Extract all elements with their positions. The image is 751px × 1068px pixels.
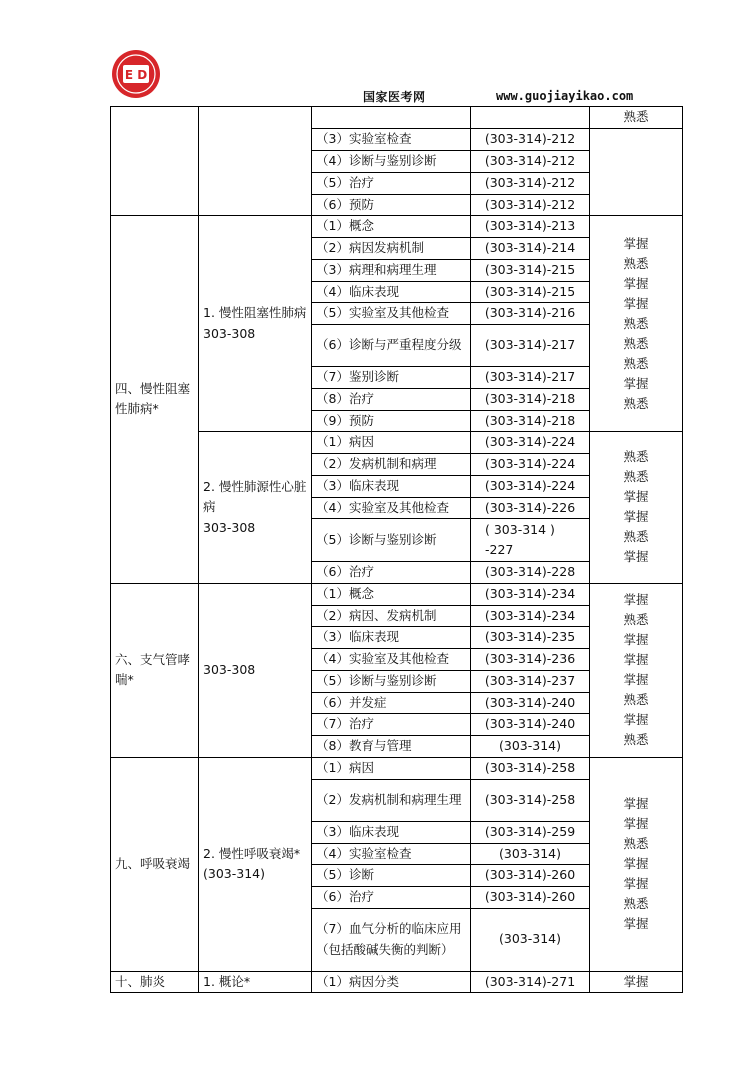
unit-cell: 六、支气管哮喘*: [111, 583, 199, 757]
req-label: 掌握: [623, 275, 649, 291]
req-label: 熟悉: [623, 896, 649, 911]
source-cell: (303-314)-260: [471, 887, 590, 909]
source-cell: (303-314)-212: [471, 128, 590, 150]
site-title: 国家医考网: [363, 90, 426, 104]
item-cell: （4）实验室及其他检查: [312, 497, 471, 519]
item-cell: （5）诊断与鉴别诊断: [312, 670, 471, 692]
source-cell: (303-314)-234: [471, 605, 590, 627]
table-row: [111, 216, 683, 238]
unit-cell: 四、慢性阻塞性肺病*: [111, 216, 199, 584]
unit-cell: 九、呼吸衰竭: [111, 757, 199, 971]
req-label: 掌握: [623, 916, 649, 931]
item-cell: （2）发病机制和病理生理: [312, 779, 471, 821]
site-url[interactable]: www.guojiayikao.com: [496, 89, 634, 103]
source-cell: (303-314)-226: [471, 497, 590, 519]
source-cell: (303-314)-224: [471, 454, 590, 476]
req-list: [594, 447, 678, 567]
req-label: 熟悉: [623, 836, 649, 851]
source-cell: (303-314)-234: [471, 583, 590, 605]
req-label: 掌握: [623, 235, 649, 251]
source-cell: [471, 107, 590, 129]
source-cell: (303-314)-228: [471, 562, 590, 584]
item-cell: （9）预防: [312, 410, 471, 432]
item-cell: （5）实验室及其他检查: [312, 303, 471, 325]
item-cell: （2）病因发病机制: [312, 237, 471, 259]
table-row: [111, 583, 683, 605]
source-cell: (303-314)-218: [471, 388, 590, 410]
item-cell: （6）并发症: [312, 692, 471, 714]
req-label: 熟悉: [623, 449, 649, 465]
req-cell: [590, 583, 683, 757]
source-cell: (303-314): [471, 736, 590, 758]
source-cell: (303-314)-218: [471, 410, 590, 432]
item-cell: （2）病因、发病机制: [312, 605, 471, 627]
req-cell: [590, 757, 683, 971]
source-cell: (303-314)-258: [471, 757, 590, 779]
item-cell: （4）实验室及其他检查: [312, 649, 471, 671]
logo-text: E D: [124, 68, 148, 82]
item-cell: （5）诊断: [312, 865, 471, 887]
req-list: [594, 234, 678, 414]
item-cell: （4）临床表现: [312, 281, 471, 303]
source-cell: ( 303-314 ) -227: [471, 519, 590, 562]
topic-cell-empty: [199, 107, 312, 216]
source-cell: (303-314)-235: [471, 627, 590, 649]
source-cell: (303-314)-216: [471, 303, 590, 325]
req-list: [594, 590, 678, 750]
item-cell: （1）病因分类: [312, 971, 471, 993]
req-list: [594, 794, 678, 934]
topic-range: (303-314): [203, 866, 265, 881]
item-cell: （1）病因: [312, 432, 471, 454]
req-label: 熟悉: [623, 315, 649, 331]
item-cell: （1）概念: [312, 216, 471, 238]
req-cell: [590, 432, 683, 584]
req-label: 掌握: [623, 632, 649, 647]
req-cell: 掌握: [590, 971, 683, 993]
req-label: 掌握: [623, 509, 649, 525]
source-cell: (303-314)-259: [471, 821, 590, 843]
topic-cell: [199, 757, 312, 971]
source-cell: (303-314)-217: [471, 367, 590, 389]
source-cell: (303-314)-214: [471, 237, 590, 259]
req-label: 熟悉: [623, 335, 649, 351]
source-cell: (303-314)-236: [471, 649, 590, 671]
req-label: 掌握: [623, 295, 649, 311]
item-cell: （3）临床表现: [312, 627, 471, 649]
item-cell: （1）病因: [312, 757, 471, 779]
topic-title: 1. 慢性阻塞性肺病: [203, 305, 307, 320]
req-label: 掌握: [623, 592, 649, 607]
req-cell-empty: [590, 128, 683, 216]
topic-title: 2. 慢性肺源性心脏病: [203, 478, 307, 514]
source-cell: (303-314)-224: [471, 432, 590, 454]
item-cell: （7）鉴别诊断: [312, 367, 471, 389]
topic-cell: [199, 216, 312, 432]
source-cell: (303-314)-212: [471, 172, 590, 194]
source-cell: (303-314)-212: [471, 150, 590, 172]
source-cell: (303-314)-240: [471, 692, 590, 714]
req-cell: 熟悉: [590, 107, 683, 129]
source-cell: (303-314): [471, 908, 590, 971]
unit-cell: 十、肺炎: [111, 971, 199, 993]
req-label: 熟悉: [623, 355, 649, 371]
source-cell: (303-314)-258: [471, 779, 590, 821]
item-cell: （7）血气分析的临床应用（包括酸碱失衡的判断）: [312, 908, 471, 971]
item-cell: （6）诊断与严重程度分级: [312, 325, 471, 367]
req-label: 熟悉: [623, 255, 649, 271]
item-cell: （8）治疗: [312, 388, 471, 410]
item-cell: （3）病理和病理生理: [312, 259, 471, 281]
req-label: 熟悉: [623, 529, 649, 545]
req-label: 掌握: [623, 816, 649, 831]
req-label: 掌握: [623, 672, 649, 687]
req-label: 熟悉: [623, 692, 649, 707]
source-cell: (303-314)-237: [471, 670, 590, 692]
item-cell: （7）治疗: [312, 714, 471, 736]
topic-range: 303-308: [203, 519, 256, 535]
req-cell: [590, 216, 683, 432]
item-cell: （6）治疗: [312, 887, 471, 909]
req-label: 掌握: [623, 549, 649, 565]
req-label: 掌握: [623, 876, 649, 891]
req-label: 掌握: [623, 489, 649, 505]
topic-cell: [199, 432, 312, 584]
item-cell: [312, 107, 471, 129]
item-cell: （5）诊断与鉴别诊断: [312, 519, 471, 562]
item-cell: （1）概念: [312, 583, 471, 605]
source-cell: (303-314)-215: [471, 259, 590, 281]
syllabus-table: [110, 106, 683, 993]
topic-cell: 303-308: [199, 583, 312, 757]
req-label: 掌握: [623, 375, 649, 391]
topic-title: 2. 慢性呼吸衰竭*: [203, 845, 301, 861]
table-row: [111, 971, 683, 993]
req-label: 掌握: [623, 856, 649, 871]
req-label: 熟悉: [623, 612, 649, 627]
item-cell: （3）实验室检查: [312, 128, 471, 150]
req-label: 掌握: [623, 796, 649, 811]
item-cell: （5）治疗: [312, 172, 471, 194]
topic-cell: 1. 概论*: [199, 971, 312, 993]
site-logo: [110, 48, 162, 100]
topic-range: 303-308: [203, 325, 256, 341]
item-cell: （4）诊断与鉴别诊断: [312, 150, 471, 172]
source-cell: (303-314)-224: [471, 475, 590, 497]
table-row: [111, 757, 683, 779]
req-label: 熟悉: [623, 469, 649, 485]
source-cell: (303-314)-217: [471, 325, 590, 367]
item-cell: （2）发病机制和病理: [312, 454, 471, 476]
source-cell: (303-314): [471, 843, 590, 865]
source-cell: (303-314)-215: [471, 281, 590, 303]
item-cell: （6）治疗: [312, 562, 471, 584]
source-cell: (303-314)-212: [471, 194, 590, 216]
source-cell: (303-314)-213: [471, 216, 590, 238]
item-cell: （6）预防: [312, 194, 471, 216]
source-cell: (303-314)-240: [471, 714, 590, 736]
item-cell: （4）实验室检查: [312, 843, 471, 865]
req-label: 掌握: [623, 712, 649, 727]
source-cell: (303-314)-260: [471, 865, 590, 887]
req-label: 熟悉: [623, 732, 649, 747]
table-row: [111, 107, 683, 129]
item-cell: （3）临床表现: [312, 475, 471, 497]
req-label: 熟悉: [623, 395, 649, 411]
req-label: 掌握: [623, 652, 649, 667]
source-cell: (303-314)-271: [471, 971, 590, 993]
item-cell: （8）教育与管理: [312, 736, 471, 758]
item-cell: （3）临床表现: [312, 821, 471, 843]
unit-cell-empty: [111, 107, 199, 216]
